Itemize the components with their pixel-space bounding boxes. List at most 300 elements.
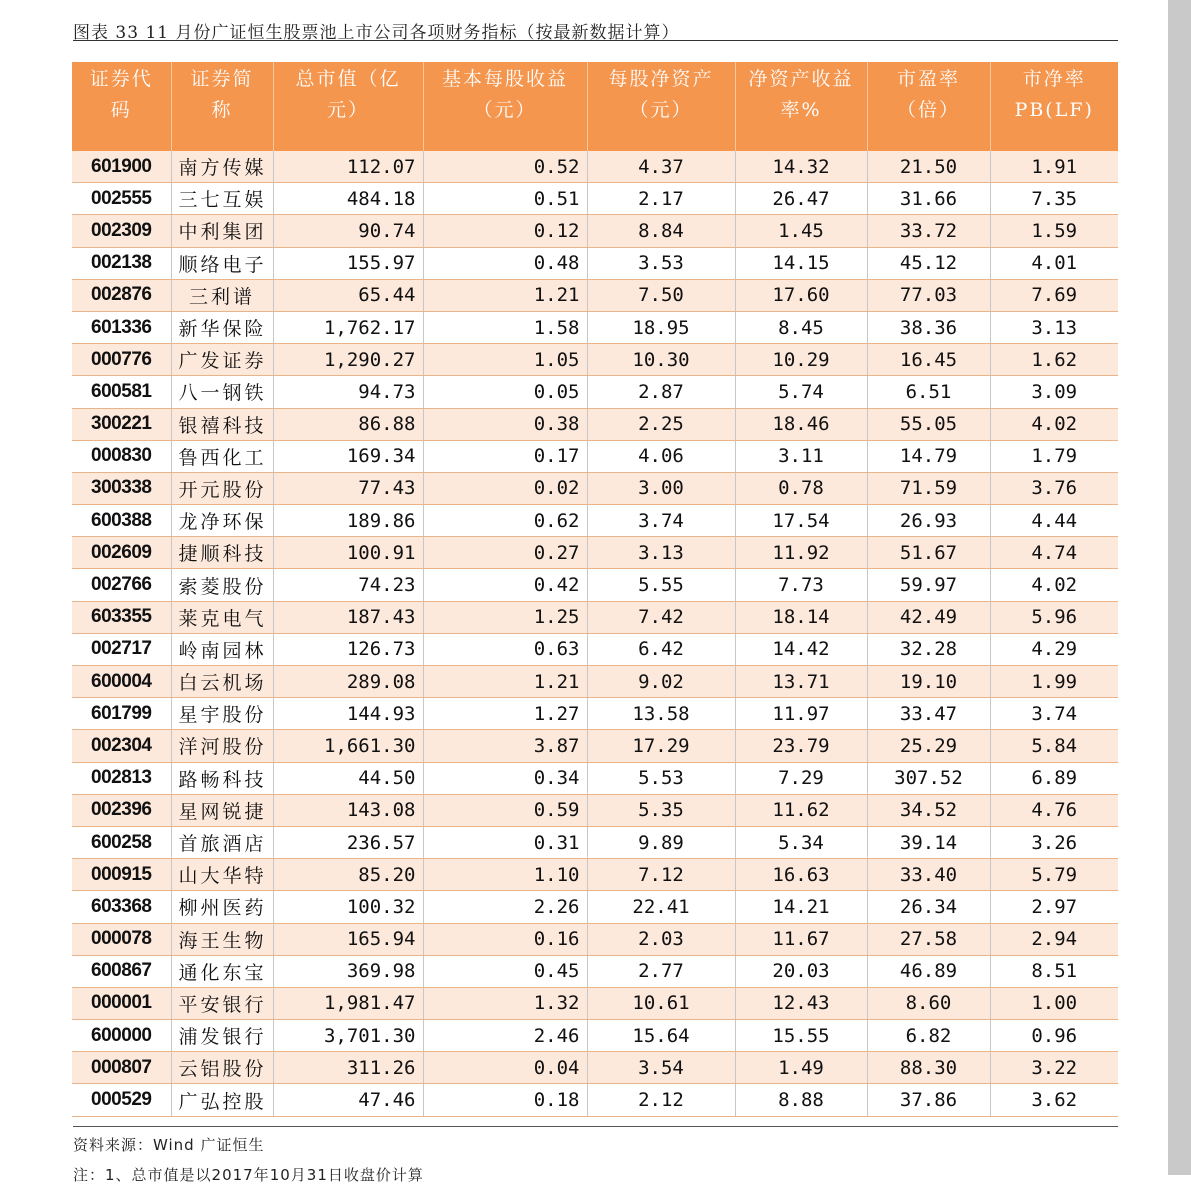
cell-code: 601799: [72, 698, 171, 730]
cell-pe: 31.66: [867, 183, 990, 215]
cell-name: 白云机场: [171, 666, 273, 698]
header-label-line: 市净率: [1022, 68, 1086, 90]
cell-eps: 0.42: [423, 569, 587, 601]
table-row: [72, 472, 1118, 504]
cell-name: 索菱股份: [171, 569, 273, 601]
cell-bvps: 3.54: [587, 1052, 735, 1084]
cell-pb: 3.13: [990, 311, 1118, 343]
cell-code: 002555: [72, 183, 171, 215]
header-label-line: 净资产收益: [748, 68, 854, 90]
cell-market-cap: 369.98: [273, 955, 423, 987]
cell-code: 002876: [72, 279, 171, 311]
table-row: [72, 633, 1118, 665]
cell-market-cap: 289.08: [273, 666, 423, 698]
cell-pe: 33.47: [867, 698, 990, 730]
cell-pe: 88.30: [867, 1052, 990, 1084]
cell-eps: 0.02: [423, 472, 587, 504]
table-row: [72, 247, 1118, 279]
cell-bvps: 3.00: [587, 472, 735, 504]
title-divider: [73, 40, 1118, 41]
cell-market-cap: 65.44: [273, 279, 423, 311]
footnote: 注：1、总市值是以2017年10月31日收盘价计算: [73, 1166, 424, 1184]
cell-code: 300338: [72, 472, 171, 504]
cell-bvps: 3.74: [587, 505, 735, 537]
cell-code: 603355: [72, 601, 171, 633]
cell-name: 三七互娱: [171, 183, 273, 215]
cell-eps: 0.51: [423, 183, 587, 215]
cell-pb: 3.09: [990, 376, 1118, 408]
cell-market-cap: 143.08: [273, 794, 423, 826]
cell-eps: 0.18: [423, 1084, 587, 1116]
table-row: [72, 215, 1118, 247]
table-header-row: [72, 62, 1118, 151]
cell-eps: 0.62: [423, 505, 587, 537]
cell-name: 通化东宝: [171, 955, 273, 987]
cell-pe: 51.67: [867, 537, 990, 569]
header-label-line: 称: [211, 99, 233, 121]
cell-pb: 4.76: [990, 794, 1118, 826]
cell-roe: 12.43: [735, 987, 867, 1019]
header-eps: [423, 62, 587, 151]
table-row: [72, 440, 1118, 472]
cell-bvps: 4.06: [587, 440, 735, 472]
cell-eps: 0.45: [423, 955, 587, 987]
cell-roe: 14.32: [735, 151, 867, 183]
cell-bvps: 5.35: [587, 794, 735, 826]
cell-eps: 0.27: [423, 537, 587, 569]
cell-eps: 0.05: [423, 376, 587, 408]
table-row: [72, 569, 1118, 601]
cell-eps: 3.87: [423, 730, 587, 762]
cell-pb: 1.91: [990, 151, 1118, 183]
cell-roe: 7.73: [735, 569, 867, 601]
cell-pb: 7.69: [990, 279, 1118, 311]
header-label-line: 总市值（亿: [295, 68, 401, 90]
financial-indicators-table: [72, 62, 1118, 1117]
cell-bvps: 18.95: [587, 311, 735, 343]
cell-market-cap: 47.46: [273, 1084, 423, 1116]
cell-pe: 25.29: [867, 730, 990, 762]
cell-market-cap: 165.94: [273, 923, 423, 955]
cell-pe: 27.58: [867, 923, 990, 955]
table-row: [72, 311, 1118, 343]
cell-bvps: 5.53: [587, 762, 735, 794]
cell-eps: 1.05: [423, 344, 587, 376]
header-name: [171, 62, 273, 151]
cell-name: 星网锐捷: [171, 794, 273, 826]
cell-market-cap: 155.97: [273, 247, 423, 279]
cell-code: 600581: [72, 376, 171, 408]
cell-pb: 5.79: [990, 859, 1118, 891]
cell-pb: 5.96: [990, 601, 1118, 633]
cell-pb: 1.59: [990, 215, 1118, 247]
cell-code: 002766: [72, 569, 171, 601]
table-row: [72, 408, 1118, 440]
cell-pe: 16.45: [867, 344, 990, 376]
cell-bvps: 2.87: [587, 376, 735, 408]
footer-divider: [73, 1126, 1118, 1127]
cell-roe: 26.47: [735, 183, 867, 215]
cell-roe: 8.88: [735, 1084, 867, 1116]
header-pe: [867, 62, 990, 151]
cell-code: 600000: [72, 1020, 171, 1052]
cell-roe: 11.92: [735, 537, 867, 569]
cell-name: 浦发银行: [171, 1020, 273, 1052]
table-row: [72, 987, 1118, 1019]
cell-name: 广发证券: [171, 344, 273, 376]
cell-roe: 1.45: [735, 215, 867, 247]
cell-pb: 7.35: [990, 183, 1118, 215]
cell-market-cap: 484.18: [273, 183, 423, 215]
cell-pb: 1.00: [990, 987, 1118, 1019]
table-row: [72, 344, 1118, 376]
header-code: [72, 62, 171, 151]
cell-code: 002609: [72, 537, 171, 569]
cell-bvps: 7.42: [587, 601, 735, 633]
cell-bvps: 4.37: [587, 151, 735, 183]
cell-pe: 26.34: [867, 891, 990, 923]
header-label-line: 每股净资产: [608, 68, 714, 90]
cell-pb: 1.99: [990, 666, 1118, 698]
cell-pb: 4.29: [990, 633, 1118, 665]
cell-eps: 1.21: [423, 666, 587, 698]
cell-eps: 0.48: [423, 247, 587, 279]
table-title: 图表 33 11 月份广证恒生股票池上市公司各项财务指标（按最新数据计算）: [73, 23, 680, 43]
cell-market-cap: 100.32: [273, 891, 423, 923]
header-roe: [735, 62, 867, 151]
cell-bvps: 9.89: [587, 826, 735, 858]
cell-name: 鲁西化工: [171, 440, 273, 472]
cell-roe: 5.34: [735, 826, 867, 858]
cell-pe: 14.79: [867, 440, 990, 472]
cell-name: 开元股份: [171, 472, 273, 504]
cell-pb: 6.89: [990, 762, 1118, 794]
cell-roe: 17.54: [735, 505, 867, 537]
cell-code: 002309: [72, 215, 171, 247]
cell-bvps: 2.77: [587, 955, 735, 987]
cell-pe: 39.14: [867, 826, 990, 858]
cell-pb: 4.44: [990, 505, 1118, 537]
cell-name: 顺络电子: [171, 247, 273, 279]
cell-market-cap: 169.34: [273, 440, 423, 472]
cell-roe: 11.97: [735, 698, 867, 730]
cell-roe: 8.45: [735, 311, 867, 343]
cell-pe: 77.03: [867, 279, 990, 311]
table-row: [72, 151, 1118, 183]
cell-pe: 21.50: [867, 151, 990, 183]
cell-name: 南方传媒: [171, 151, 273, 183]
cell-eps: 1.21: [423, 279, 587, 311]
cell-pe: 46.89: [867, 955, 990, 987]
cell-code: 600004: [72, 666, 171, 698]
cell-bvps: 7.50: [587, 279, 735, 311]
table-row: [72, 923, 1118, 955]
cell-eps: 0.12: [423, 215, 587, 247]
cell-roe: 15.55: [735, 1020, 867, 1052]
cell-market-cap: 77.43: [273, 472, 423, 504]
cell-code: 600388: [72, 505, 171, 537]
cell-bvps: 5.55: [587, 569, 735, 601]
cell-name: 柳州医药: [171, 891, 273, 923]
cell-name: 云铝股份: [171, 1052, 273, 1084]
cell-eps: 0.59: [423, 794, 587, 826]
cell-market-cap: 85.20: [273, 859, 423, 891]
cell-pe: 33.72: [867, 215, 990, 247]
cell-pe: 34.52: [867, 794, 990, 826]
cell-bvps: 2.12: [587, 1084, 735, 1116]
cell-bvps: 2.25: [587, 408, 735, 440]
cell-market-cap: 144.93: [273, 698, 423, 730]
cell-market-cap: 311.26: [273, 1052, 423, 1084]
cell-market-cap: 1,981.47: [273, 987, 423, 1019]
cell-code: 000001: [72, 987, 171, 1019]
cell-eps: 0.34: [423, 762, 587, 794]
header-label-line: 率%: [780, 99, 822, 121]
cell-roe: 10.29: [735, 344, 867, 376]
cell-bvps: 15.64: [587, 1020, 735, 1052]
cell-pb: 4.02: [990, 569, 1118, 601]
table-row: [72, 666, 1118, 698]
cell-pb: 3.76: [990, 472, 1118, 504]
cell-pe: 6.51: [867, 376, 990, 408]
cell-name: 星宇股份: [171, 698, 273, 730]
header-label-line: 市盈率: [896, 68, 960, 90]
cell-eps: 0.04: [423, 1052, 587, 1084]
cell-market-cap: 236.57: [273, 826, 423, 858]
cell-roe: 5.74: [735, 376, 867, 408]
header-label-line: 码: [110, 99, 132, 121]
cell-name: 山大华特: [171, 859, 273, 891]
table-row: [72, 826, 1118, 858]
table-row: [72, 955, 1118, 987]
cell-eps: 0.16: [423, 923, 587, 955]
header-label-line: （元）: [473, 99, 537, 121]
header-label-line: 基本每股收益: [441, 68, 568, 90]
cell-name: 洋河股份: [171, 730, 273, 762]
table-row: [72, 762, 1118, 794]
cell-code: 002717: [72, 633, 171, 665]
cell-eps: 1.25: [423, 601, 587, 633]
table-row: [72, 183, 1118, 215]
table-row: [72, 1084, 1118, 1116]
cell-pb: 2.97: [990, 891, 1118, 923]
cell-eps: 0.38: [423, 408, 587, 440]
table-row: [72, 1020, 1118, 1052]
cell-roe: 17.60: [735, 279, 867, 311]
cell-code: 002813: [72, 762, 171, 794]
header-pb: [990, 62, 1118, 151]
cell-eps: 1.10: [423, 859, 587, 891]
cell-code: 601336: [72, 311, 171, 343]
table-row: [72, 698, 1118, 730]
cell-pe: 59.97: [867, 569, 990, 601]
cell-code: 300221: [72, 408, 171, 440]
table-row: [72, 537, 1118, 569]
cell-pb: 2.94: [990, 923, 1118, 955]
cell-market-cap: 1,290.27: [273, 344, 423, 376]
cell-pe: 38.36: [867, 311, 990, 343]
cell-pb: 1.62: [990, 344, 1118, 376]
cell-code: 002396: [72, 794, 171, 826]
header-label-line: （倍）: [896, 99, 960, 121]
cell-market-cap: 1,762.17: [273, 311, 423, 343]
cell-pe: 6.82: [867, 1020, 990, 1052]
cell-bvps: 6.42: [587, 633, 735, 665]
table-body: [72, 151, 1118, 1116]
cell-name: 平安银行: [171, 987, 273, 1019]
cell-pb: 8.51: [990, 955, 1118, 987]
source-note: 资料来源：Wind 广证恒生: [73, 1136, 265, 1154]
cell-market-cap: 94.73: [273, 376, 423, 408]
cell-eps: 1.27: [423, 698, 587, 730]
cell-code: 000830: [72, 440, 171, 472]
cell-roe: 16.63: [735, 859, 867, 891]
cell-code: 603368: [72, 891, 171, 923]
cell-roe: 13.71: [735, 666, 867, 698]
cell-roe: 7.29: [735, 762, 867, 794]
table-row: [72, 730, 1118, 762]
cell-bvps: 10.61: [587, 987, 735, 1019]
cell-bvps: 22.41: [587, 891, 735, 923]
cell-code: 601900: [72, 151, 171, 183]
cell-pe: 42.49: [867, 601, 990, 633]
cell-roe: 18.14: [735, 601, 867, 633]
header-label-line: 证券代: [89, 68, 153, 90]
cell-pe: 19.10: [867, 666, 990, 698]
cell-pe: 26.93: [867, 505, 990, 537]
cell-name: 新华保险: [171, 311, 273, 343]
cell-name: 捷顺科技: [171, 537, 273, 569]
cell-roe: 20.03: [735, 955, 867, 987]
table-row: [72, 891, 1118, 923]
cell-eps: 0.17: [423, 440, 587, 472]
header-bvps: [587, 62, 735, 151]
cell-name: 银禧科技: [171, 408, 273, 440]
cell-name: 海王生物: [171, 923, 273, 955]
cell-roe: 14.21: [735, 891, 867, 923]
cell-bvps: 2.03: [587, 923, 735, 955]
cell-pb: 3.62: [990, 1084, 1118, 1116]
cell-eps: 0.63: [423, 633, 587, 665]
cell-eps: 0.31: [423, 826, 587, 858]
cell-bvps: 3.13: [587, 537, 735, 569]
cell-market-cap: 74.23: [273, 569, 423, 601]
cell-roe: 18.46: [735, 408, 867, 440]
cell-roe: 14.15: [735, 247, 867, 279]
cell-market-cap: 3,701.30: [273, 1020, 423, 1052]
cell-pe: 32.28: [867, 633, 990, 665]
cell-market-cap: 86.88: [273, 408, 423, 440]
scrollbar[interactable]: [1168, 0, 1191, 1175]
cell-roe: 23.79: [735, 730, 867, 762]
cell-market-cap: 44.50: [273, 762, 423, 794]
cell-pb: 1.79: [990, 440, 1118, 472]
cell-name: 岭南园林: [171, 633, 273, 665]
cell-code: 000529: [72, 1084, 171, 1116]
cell-market-cap: 126.73: [273, 633, 423, 665]
table-row: [72, 1052, 1118, 1084]
cell-name: 首旅酒店: [171, 826, 273, 858]
cell-bvps: 17.29: [587, 730, 735, 762]
cell-pb: 3.74: [990, 698, 1118, 730]
cell-pb: 4.74: [990, 537, 1118, 569]
table-row: [72, 794, 1118, 826]
cell-bvps: 8.84: [587, 215, 735, 247]
cell-pb: 5.84: [990, 730, 1118, 762]
cell-eps: 1.58: [423, 311, 587, 343]
header-label-line: 元）: [326, 99, 369, 121]
cell-bvps: 2.17: [587, 183, 735, 215]
cell-eps: 2.46: [423, 1020, 587, 1052]
cell-roe: 1.49: [735, 1052, 867, 1084]
table-row: [72, 505, 1118, 537]
cell-eps: 1.32: [423, 987, 587, 1019]
cell-pb: 4.01: [990, 247, 1118, 279]
cell-roe: 14.42: [735, 633, 867, 665]
cell-pb: 3.26: [990, 826, 1118, 858]
cell-bvps: 10.30: [587, 344, 735, 376]
cell-roe: 11.67: [735, 923, 867, 955]
cell-roe: 0.78: [735, 472, 867, 504]
cell-code: 000078: [72, 923, 171, 955]
header-label-line: PB(LF): [1014, 99, 1094, 121]
cell-market-cap: 112.07: [273, 151, 423, 183]
cell-name: 中利集团: [171, 215, 273, 247]
cell-eps: 0.52: [423, 151, 587, 183]
cell-name: 路畅科技: [171, 762, 273, 794]
cell-code: 600258: [72, 826, 171, 858]
cell-roe: 3.11: [735, 440, 867, 472]
cell-code: 600867: [72, 955, 171, 987]
header-market-cap: [273, 62, 423, 151]
cell-bvps: 3.53: [587, 247, 735, 279]
cell-market-cap: 189.86: [273, 505, 423, 537]
cell-pe: 37.86: [867, 1084, 990, 1116]
cell-bvps: 9.02: [587, 666, 735, 698]
cell-name: 莱克电气: [171, 601, 273, 633]
cell-market-cap: 90.74: [273, 215, 423, 247]
cell-code: 000915: [72, 859, 171, 891]
table-row: [72, 601, 1118, 633]
cell-pe: 55.05: [867, 408, 990, 440]
cell-code: 002304: [72, 730, 171, 762]
cell-pb: 0.96: [990, 1020, 1118, 1052]
cell-name: 八一钢铁: [171, 376, 273, 408]
cell-code: 002138: [72, 247, 171, 279]
cell-bvps: 7.12: [587, 859, 735, 891]
header-label-line: （元）: [629, 99, 693, 121]
table-row: [72, 859, 1118, 891]
table-row: [72, 279, 1118, 311]
cell-pe: 33.40: [867, 859, 990, 891]
cell-pe: 45.12: [867, 247, 990, 279]
cell-name: 广弘控股: [171, 1084, 273, 1116]
table-row: [72, 376, 1118, 408]
cell-bvps: 13.58: [587, 698, 735, 730]
cell-name: 三利谱: [171, 279, 273, 311]
cell-code: 000776: [72, 344, 171, 376]
cell-name: 龙净环保: [171, 505, 273, 537]
cell-market-cap: 100.91: [273, 537, 423, 569]
cell-pe: 71.59: [867, 472, 990, 504]
cell-pe: 8.60: [867, 987, 990, 1019]
cell-market-cap: 1,661.30: [273, 730, 423, 762]
cell-roe: 11.62: [735, 794, 867, 826]
cell-pb: 4.02: [990, 408, 1118, 440]
cell-pb: 3.22: [990, 1052, 1118, 1084]
cell-market-cap: 187.43: [273, 601, 423, 633]
cell-pe: 307.52: [867, 762, 990, 794]
